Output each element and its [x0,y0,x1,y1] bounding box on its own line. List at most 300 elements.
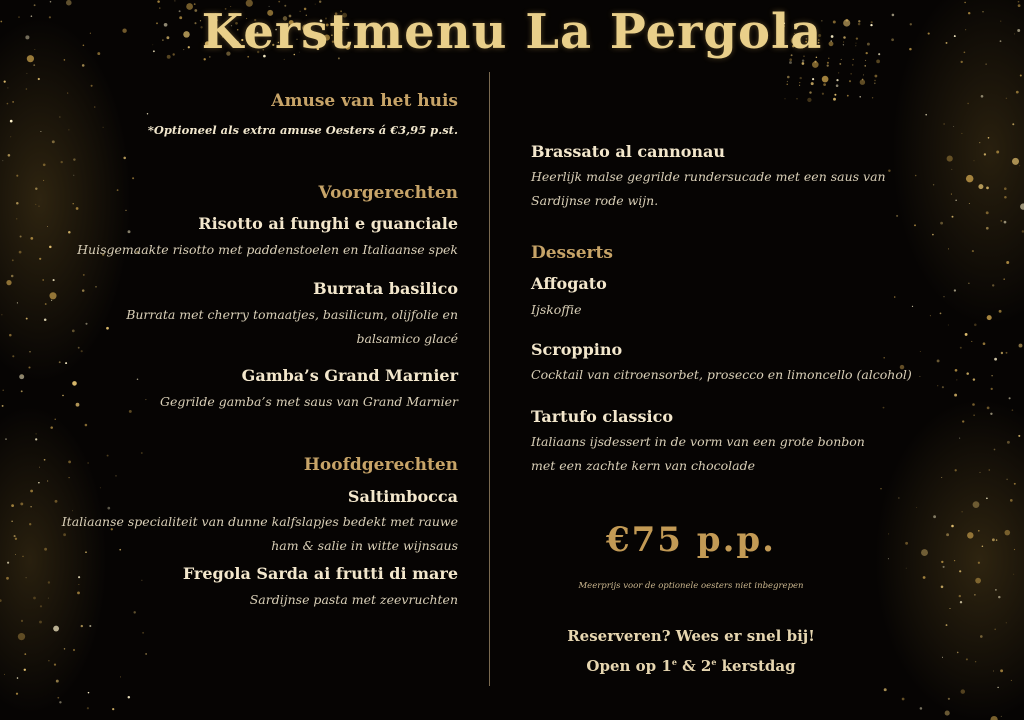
sparkle-dot [24,669,26,671]
sparkle-dot [33,64,35,66]
sparkle-dot [44,548,47,551]
sparkle-dot [107,455,109,457]
sparkle-dot [82,64,85,67]
sparkle-dot [2,160,3,161]
sparkle-dot [21,620,23,622]
sparkle-dot [59,361,61,363]
sparkle-dot [48,660,49,661]
dish-description: Heerlijk malse gegrilde rundersucade met een saus van [531,169,886,184]
sparkle-dot [930,315,931,316]
sparkle-dot [993,670,994,671]
sparkle-dot [10,120,13,123]
sparkle-dot [30,490,33,493]
sparkle-dot [941,586,944,589]
sparkle-dot [12,259,14,261]
sparkle-dot [1018,1,1020,3]
dish-description: Huisgemaakte risotto met paddenstoelen en Italiaanse spek [77,242,458,257]
sparkle-dot [42,279,44,281]
sparkle-dot [940,222,943,225]
sparkle-dot [982,545,984,547]
sparkle-dot [888,533,889,534]
sparkle-dot [8,154,11,157]
dish-description: Italiaanse specialiteit van dunne kalfslapjes bedekt met rauwe [61,514,458,529]
sparkle-dot [807,98,811,102]
sparkle-dot [921,549,928,556]
sparkle-dot [16,693,18,695]
sparkle-dot [937,359,940,362]
sparkle-dot [1020,203,1024,209]
dish-description: Burrata met cherry tomaatjes, basilicum, olijfolie en [126,307,458,322]
sparkle-dot [21,390,23,392]
sparkle-dot [974,594,975,595]
sparkle-dot [802,62,805,65]
sparkle-dot [974,324,977,327]
sparkle-dot [959,595,961,597]
sparkle-dot [65,362,67,364]
sparkle-dot [20,235,22,237]
sparkle-dot [956,379,957,380]
opening-days: Open op 1e & 2e kerstdag [586,657,796,675]
sparkle-dot [972,250,974,252]
sparkle-dot [981,95,984,98]
sparkle-dot [943,123,944,124]
sparkle-dot [35,204,36,205]
sparkle-dot [59,117,60,118]
sparkle-dot [905,542,908,545]
sparkle-dot [809,91,811,93]
sparkle-dot [852,64,854,66]
sparkle-dot [973,378,975,380]
sparkle-dot [54,664,56,666]
sparkle-dot [1003,278,1005,280]
sparkle-dot [978,562,980,564]
sparkle-dot [991,388,993,390]
sparkle-dot [961,133,962,134]
sparkle-dot [67,93,68,94]
sparkle-dot [1019,165,1020,166]
sparkle-dot [133,611,135,613]
sparkle-dot [985,63,986,64]
sparkle-dot [883,357,885,359]
sparkle-dot [945,711,950,716]
sparkle-dot [2,405,4,407]
sparkle-dot [87,462,88,463]
sparkle-dot [874,75,877,78]
sparkle-dot [112,708,114,710]
sparkle-dot [11,504,14,507]
sparkle-dot [72,381,77,386]
sparkle-dot [859,96,861,98]
sparkle-dot [129,410,132,413]
sparkle-dot [145,399,146,400]
sparkle-dot [800,77,802,79]
sparkle-dot [849,80,851,82]
sparkle-dot [986,187,989,190]
sparkle-dot [1006,261,1009,264]
sparkle-dot [15,538,17,540]
sparkle-dot [1009,397,1011,399]
sparkle-dot [951,169,952,170]
sparkle-dot [916,507,917,508]
sparkle-dot [6,577,9,580]
sparkle-dot [784,98,785,99]
sparkle-dot [995,589,997,591]
sparkle-dot [1006,352,1008,354]
sparkle-dot [787,81,788,82]
sparkle-dot [987,407,990,410]
sparkle-dot [883,407,885,409]
sparkle-dot [872,97,873,98]
sparkle-dot [120,676,121,677]
sparkle-dot [39,467,40,468]
sparkle-dot [966,175,974,183]
sparkle-dot [902,698,905,701]
dish-description: ham & salie in witte wijnsaus [271,538,458,553]
sparkle-dot [1016,91,1019,94]
sparkle-dot [944,296,945,297]
sparkle-dot [88,692,90,694]
sparkle-dot [992,284,994,286]
sparkle-dot [68,231,71,234]
sparkle-dot [1011,680,1012,681]
sparkle-dot [26,88,28,90]
sparkle-dot [954,560,955,561]
sparkle-dot [29,523,31,525]
sparkle-dot [157,0,160,3]
sparkle-dot [1004,221,1007,224]
sparkle-dot [952,216,954,218]
sparkle-dot [95,286,97,288]
sparkle-dot [1019,344,1023,348]
dish-description: Italiaans ijsdessert in de vorm van een grote bonbon [531,434,865,449]
sparkle-dot [81,350,83,352]
sparkle-dot [847,95,849,97]
sparkle-dot [972,403,975,406]
sparkle-dot [48,598,49,599]
sparkle-dot [26,73,27,74]
sparkle-dot [24,653,26,655]
sparkle-dot [973,501,980,508]
sparkle-dot [933,184,934,185]
sparkle-dot [100,487,101,488]
sparkle-dot [87,707,89,709]
sparkle-dot [1001,352,1003,354]
sparkle-dot [52,140,55,143]
sparkle-dot [1006,479,1007,480]
sparkle-dot [978,184,983,189]
sparkle-dot [1000,669,1003,672]
sparkle-dot [833,98,836,101]
sparkle-dot [16,202,19,205]
dish-name: Brassato al cannonau [531,142,726,161]
sparkle-dot [986,497,988,499]
column-divider [489,72,490,686]
sparkle-dot [73,175,74,176]
sparkle-dot [142,632,144,634]
sparkle-dot [1018,435,1020,437]
sparkle-dot [953,126,954,127]
sparkle-dot [38,482,39,483]
sparkle-dot [888,169,890,171]
sparkle-dot [951,525,954,528]
sparkle-dot [73,158,75,160]
sparkle-dot [874,83,876,85]
sparkle-dot [966,372,969,375]
sparkle-dot [812,78,814,80]
sparkle-dot [50,1,52,3]
sparkle-dot [942,657,943,658]
sparkle-dot [12,355,14,357]
sparkle-dot [876,60,880,64]
sparkle-dot [145,653,146,654]
sparkle-dot [894,296,896,298]
amuse-heading: Amuse van het huis [271,91,458,111]
sparkle-dot [823,83,826,86]
sparkle-dot [94,106,96,108]
sparkle-dot [47,226,48,227]
dish-name: Burrata basilico [313,279,458,298]
sparkle-dot [964,2,965,3]
dish-description: met een zachte kern van chocolade [531,458,756,473]
sparkle-dot [999,310,1002,313]
sparkle-dot [860,79,865,84]
sparkle-dot [923,576,926,579]
dish-description: Sardijnse rode wijn. [531,193,659,208]
sparkle-dot [77,591,80,594]
sparkle-dot [937,385,938,386]
sparkle-dot [17,677,19,679]
sparkle-dot [85,424,88,427]
sparkle-dot [16,175,18,177]
sparkle-dot [1006,622,1007,623]
sparkle-dot [1014,483,1016,485]
dish-name: Affogato [531,274,607,293]
dish-name: Scroppino [531,340,623,359]
sparkle-dot [787,76,790,79]
sparkle-dot [996,151,999,154]
sparkle-dot [83,274,85,276]
sparkle-dot [85,551,87,553]
sparkle-dot [33,597,36,600]
sparkle-dot [43,163,46,166]
sparkle-dot [812,61,819,68]
sparkle-dot [986,211,989,214]
sparkle-dot [990,716,997,720]
sparkle-dot [1014,549,1015,550]
sparkle-dot [947,156,953,162]
sparkle-dot [942,386,944,388]
sparkle-dot [22,375,23,376]
sparkle-dot [987,315,992,320]
sparkle-dot [3,390,4,391]
sparkle-dot [975,661,976,662]
sparkle-dot [906,568,907,569]
sparkle-dot [81,625,83,627]
amuse-note: *Optioneel als extra amuse Oesters á €3,95 p.st. [147,123,458,137]
sparkle-dot [11,275,14,278]
sparkle-dot [117,189,119,191]
sparkle-dot [6,280,11,285]
sparkle-dot [962,420,964,422]
sparkle-dot [78,576,80,578]
sparkle-dot [838,72,839,73]
sparkle-dot [968,283,969,284]
sparkle-dot [994,358,997,361]
sparkle-dot [992,538,995,541]
sparkle-dot [35,433,36,434]
dish-name: Risotto ai funghi e guanciale [198,214,458,233]
sparkle-dot [1012,123,1014,125]
sparkle-dot [10,136,11,137]
sparkle-dot [946,624,948,626]
sparkle-dot [874,80,875,81]
sparkle-dot [914,224,916,226]
dish-description: Cocktail van citroensorbet, prosecco en limoncello (alcohol) [531,367,912,382]
sparkle-dot [822,93,824,95]
sparkle-dot [119,549,121,551]
dish-description: balsamico glacé [356,331,458,346]
sparkle-dot [26,318,28,320]
menu-price: €75 p.p. [605,520,777,560]
sparkle-dot [955,369,958,372]
sparkle-dot [30,237,33,240]
sparkle-dot [959,570,961,572]
sparkle-dot [15,554,16,555]
sparkle-dot [11,521,12,522]
sparkle-dot [50,426,53,429]
sparkle-dot [30,506,31,507]
hoofdgerechten-heading: Hoofdgerechten [303,455,458,475]
sparkle-dot [4,81,6,83]
sparkle-dot [827,62,829,64]
sparkle-dot [920,351,921,352]
sparkle-dot [82,289,85,292]
dish-description: Ijskoffie [531,302,582,317]
sparkle-dot [19,374,24,379]
sparkle-dot [994,449,996,451]
sparkle-dot [865,60,866,61]
sparkle-dot [5,438,6,439]
sparkle-dot [822,76,829,83]
sparkle-dot [948,325,949,326]
sparkle-dot [948,698,950,700]
sparkle-dot [851,73,852,74]
sparkle-dot [141,452,143,454]
sparkle-dot [39,621,42,624]
sparkle-dot [925,114,927,116]
sparkle-dot [73,203,74,204]
sparkle-dot [932,234,934,236]
sparkle-dot [954,394,957,397]
sparkle-dot [991,375,992,376]
sparkle-dot [51,300,52,301]
dish-name: Tartufo classico [531,407,674,426]
sparkle-dot [941,477,942,478]
sparkle-dot [957,652,959,654]
sparkle-dot [48,581,50,583]
sparkle-dot [884,688,887,691]
sparkle-dot [986,227,989,230]
sparkle-dot [44,459,46,461]
sparkle-dot [128,696,130,698]
sparkle-dot [933,515,936,518]
sparkle-dot [76,403,80,407]
sparkle-dot [827,64,829,66]
sparkle-dot [799,85,800,86]
sparkle-dot [20,502,23,505]
sparkle-dot [973,414,974,415]
sparkle-dot [61,161,63,163]
sparkle-dot [141,580,142,581]
sparkle-dot [39,258,41,260]
sparkle-dot [787,84,788,85]
sparkle-dot [147,113,148,114]
sparkle-dot [960,347,962,349]
sparkle-dot [62,395,63,396]
sparkle-dot [998,596,1000,598]
sparkle-dot [961,689,965,693]
sparkle-dot [68,477,69,478]
sparkle-dot [40,131,41,132]
sparkle-dot [38,78,40,80]
sparkle-dot [961,61,963,63]
sparkle-dot [17,302,18,303]
sparkle-dot [949,608,950,609]
sparkle-dot [40,605,42,607]
sparkle-dot [796,98,797,99]
sparkle-dot [85,323,87,325]
dish-description: Sardijnse pasta met zeevruchten [249,592,458,607]
dish-description: Gegrilde gamba’s met saus van Grand Marnier [159,394,458,409]
sparkle-dot [47,480,48,481]
sparkle-dot [898,497,899,498]
sparkle-dot [896,215,898,217]
sparkle-dot [29,351,30,352]
sparkle-dot [55,419,56,420]
sparkle-dot [888,558,889,559]
sparkle-dot [959,438,960,439]
sparkle-dot [4,674,5,675]
sparkle-dot [12,101,14,103]
reservation-callout: Reserveren? Wees er snel bij! [567,627,815,645]
sparkle-dot [811,82,814,85]
sparkle-dot [26,577,27,578]
sparkle-dot [839,63,841,65]
sparkle-dot [7,87,8,88]
sparkle-dot [965,333,968,336]
sparkle-dot [1012,158,1019,165]
sparkle-dot [0,599,2,602]
sparkle-dot [49,292,56,299]
sparkle-dot [73,649,75,651]
sparkle-dot [920,707,923,710]
sparkle-dot [7,562,9,564]
sparkle-dot [943,566,945,568]
sparkle-dot [9,334,12,337]
sparkle-dot [35,187,37,189]
sparkle-dot [278,1,280,3]
sparkle-dot [1020,74,1022,76]
sparkle-dot [948,248,949,249]
sparkle-dot [7,103,9,105]
sparkle-dot [64,648,65,649]
sparkle-dot [954,289,956,291]
sparkle-dot [966,658,968,660]
sparkle-dot [997,687,998,688]
sparkle-dot [799,82,800,83]
sparkle-dot [45,303,47,305]
sparkle-dot [994,628,996,630]
